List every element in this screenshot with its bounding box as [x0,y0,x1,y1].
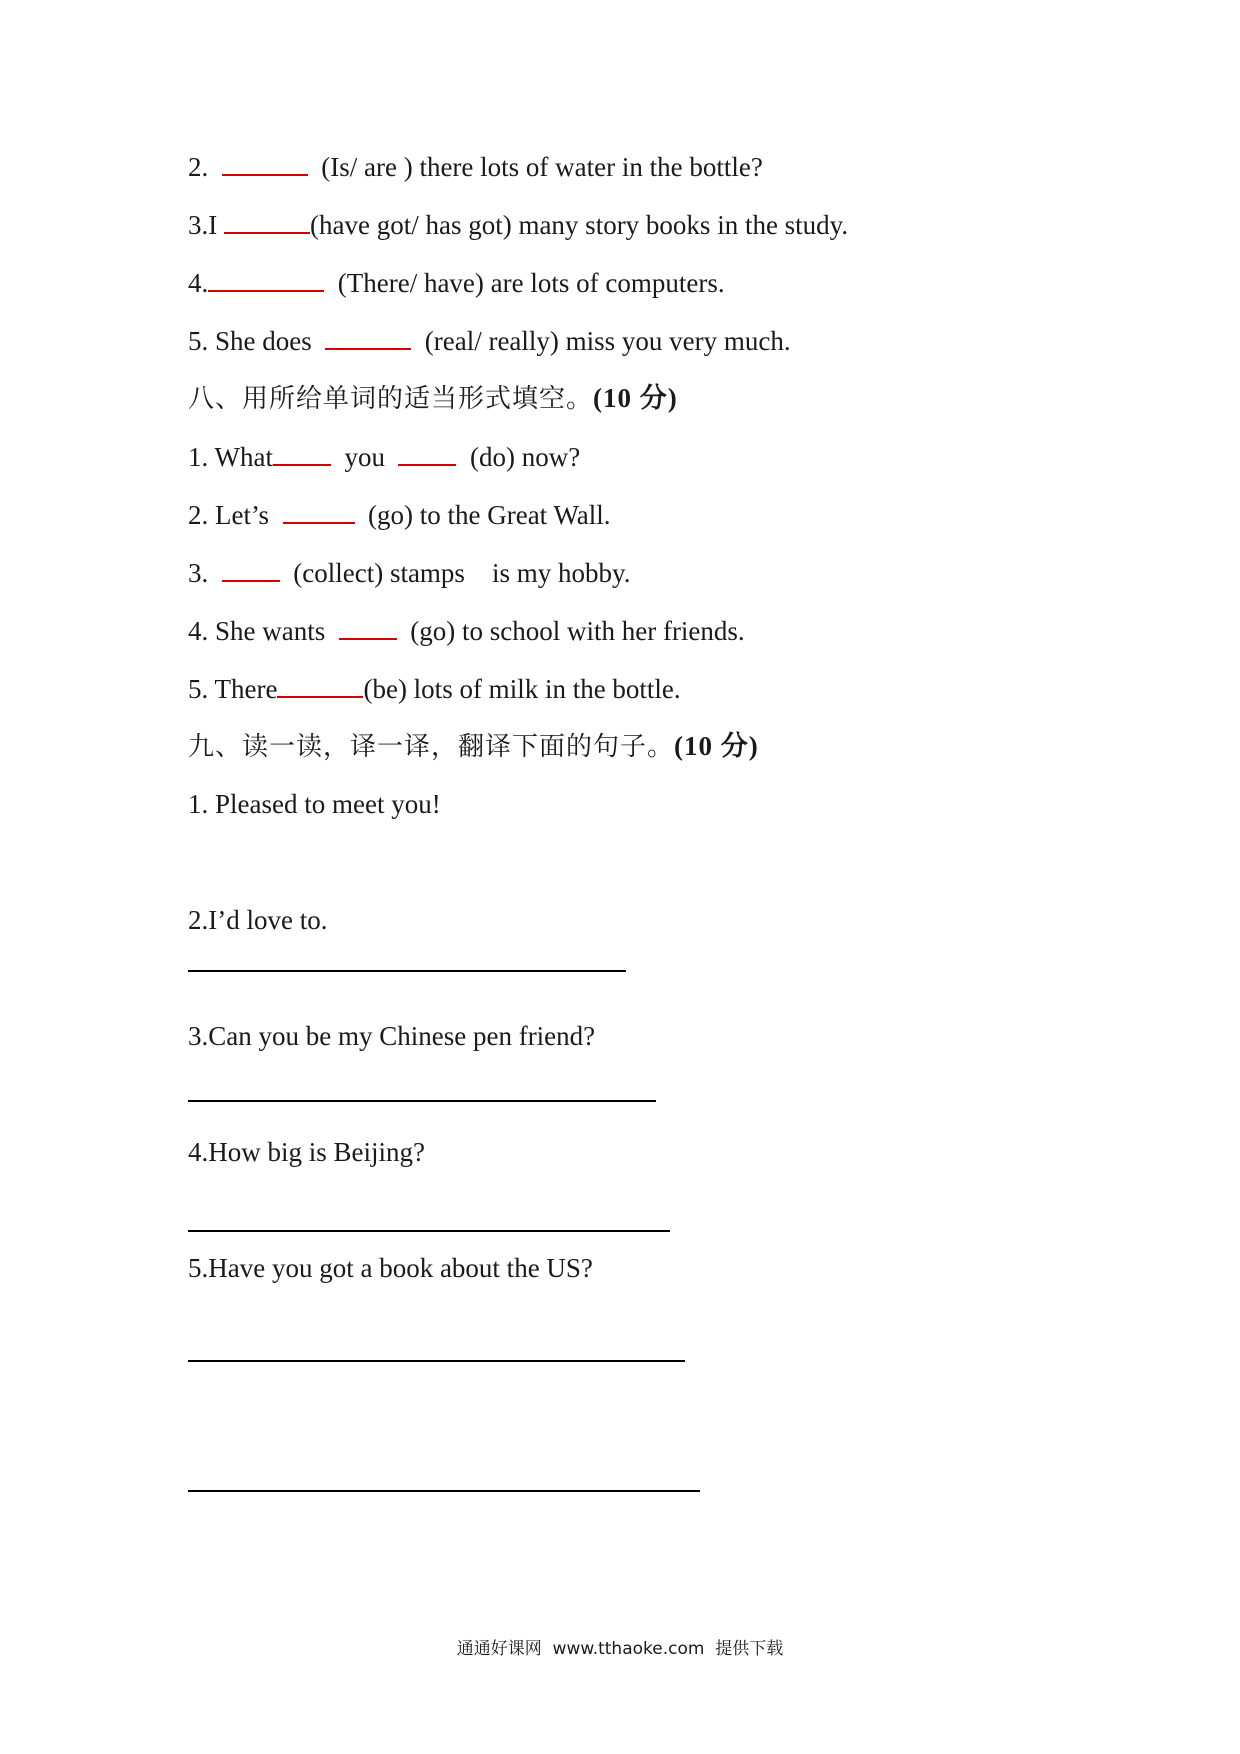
exercise-7-item-4 [188,266,725,299]
answer-blank[interactable] [222,150,308,176]
page-footer: 通通好课网 www.tthaoke.com 提供下载 [456,1639,784,1659]
translation-item-1: 1. Pleased to meet you! [188,789,441,819]
section-9-heading [188,730,759,763]
section-8-heading [188,382,678,415]
item-number: 3.I [188,210,218,240]
translation-item-2: 2.I’d love to. [188,905,328,935]
item-prefix: 3. [188,558,209,588]
answer-blank[interactable] [224,208,310,234]
exercise-7-item-3 [188,208,848,241]
item-prefix: 5. She does [188,326,312,356]
answer-blank[interactable] [208,266,324,292]
item-text: (be) lots of milk in the bottle. [363,674,681,704]
item-text: (go) to school with her friends. [410,616,745,646]
exercise-8-item-5 [188,672,681,705]
item-mid: you [344,442,385,472]
item-text: (do) now? [469,442,581,472]
translation-answer-line-4[interactable] [188,1360,685,1362]
item-prefix: 5. There [188,674,278,704]
item-text: (go) to the Great Wall. [368,500,611,530]
section-points: (10 分) [674,731,759,761]
item-prefix: 2. Let’s [188,500,269,530]
translation-item-4: 4.How big is Beijing? [188,1137,425,1167]
translation-item-3: 3.Can you be my Chinese pen friend? [188,1021,596,1051]
item-number: 2. [188,152,209,182]
translation-item-5: 5.Have you got a book about the US? [188,1253,593,1283]
answer-blank[interactable] [398,440,456,466]
exercise-8-item-2 [188,498,611,531]
section-title: 八、用所给单词的适当形式填空。 [188,384,594,414]
translation-answer-line-3[interactable] [188,1230,670,1232]
section-title: 九、读一读，译一译，翻译下面的句子。 [188,732,675,762]
item-text: (Is/ are ) there lots of water in the bottle? [321,152,763,182]
exercise-7-item-5 [188,324,791,357]
answer-blank[interactable] [283,498,355,524]
translation-answer-line-2[interactable] [188,1100,656,1102]
answer-blank[interactable] [273,440,331,466]
exercise-8-item-1 [188,440,580,473]
answer-blank[interactable] [325,324,411,350]
translation-answer-line-5[interactable] [188,1490,700,1492]
answer-blank[interactable] [277,672,363,698]
answer-blank[interactable] [339,614,397,640]
item-text: (real/ really) miss you very much. [424,326,791,356]
item-text: (collect) stamps is my hobby. [293,558,631,588]
exercise-8-item-4 [188,614,745,647]
item-text: (have got/ has got) many story books in the study. [310,210,849,240]
item-number: 4. [188,268,209,298]
translation-answer-line-1[interactable] [188,970,626,972]
item-prefix: 1. What [188,442,273,472]
item-text: (There/ have) are lots of computers. [337,268,725,298]
answer-blank[interactable] [222,556,280,582]
exercise-8-item-3 [188,556,630,589]
section-points: (10 分) [593,383,678,413]
item-prefix: 4. She wants [188,616,326,646]
exercise-7-item-2 [188,150,763,183]
